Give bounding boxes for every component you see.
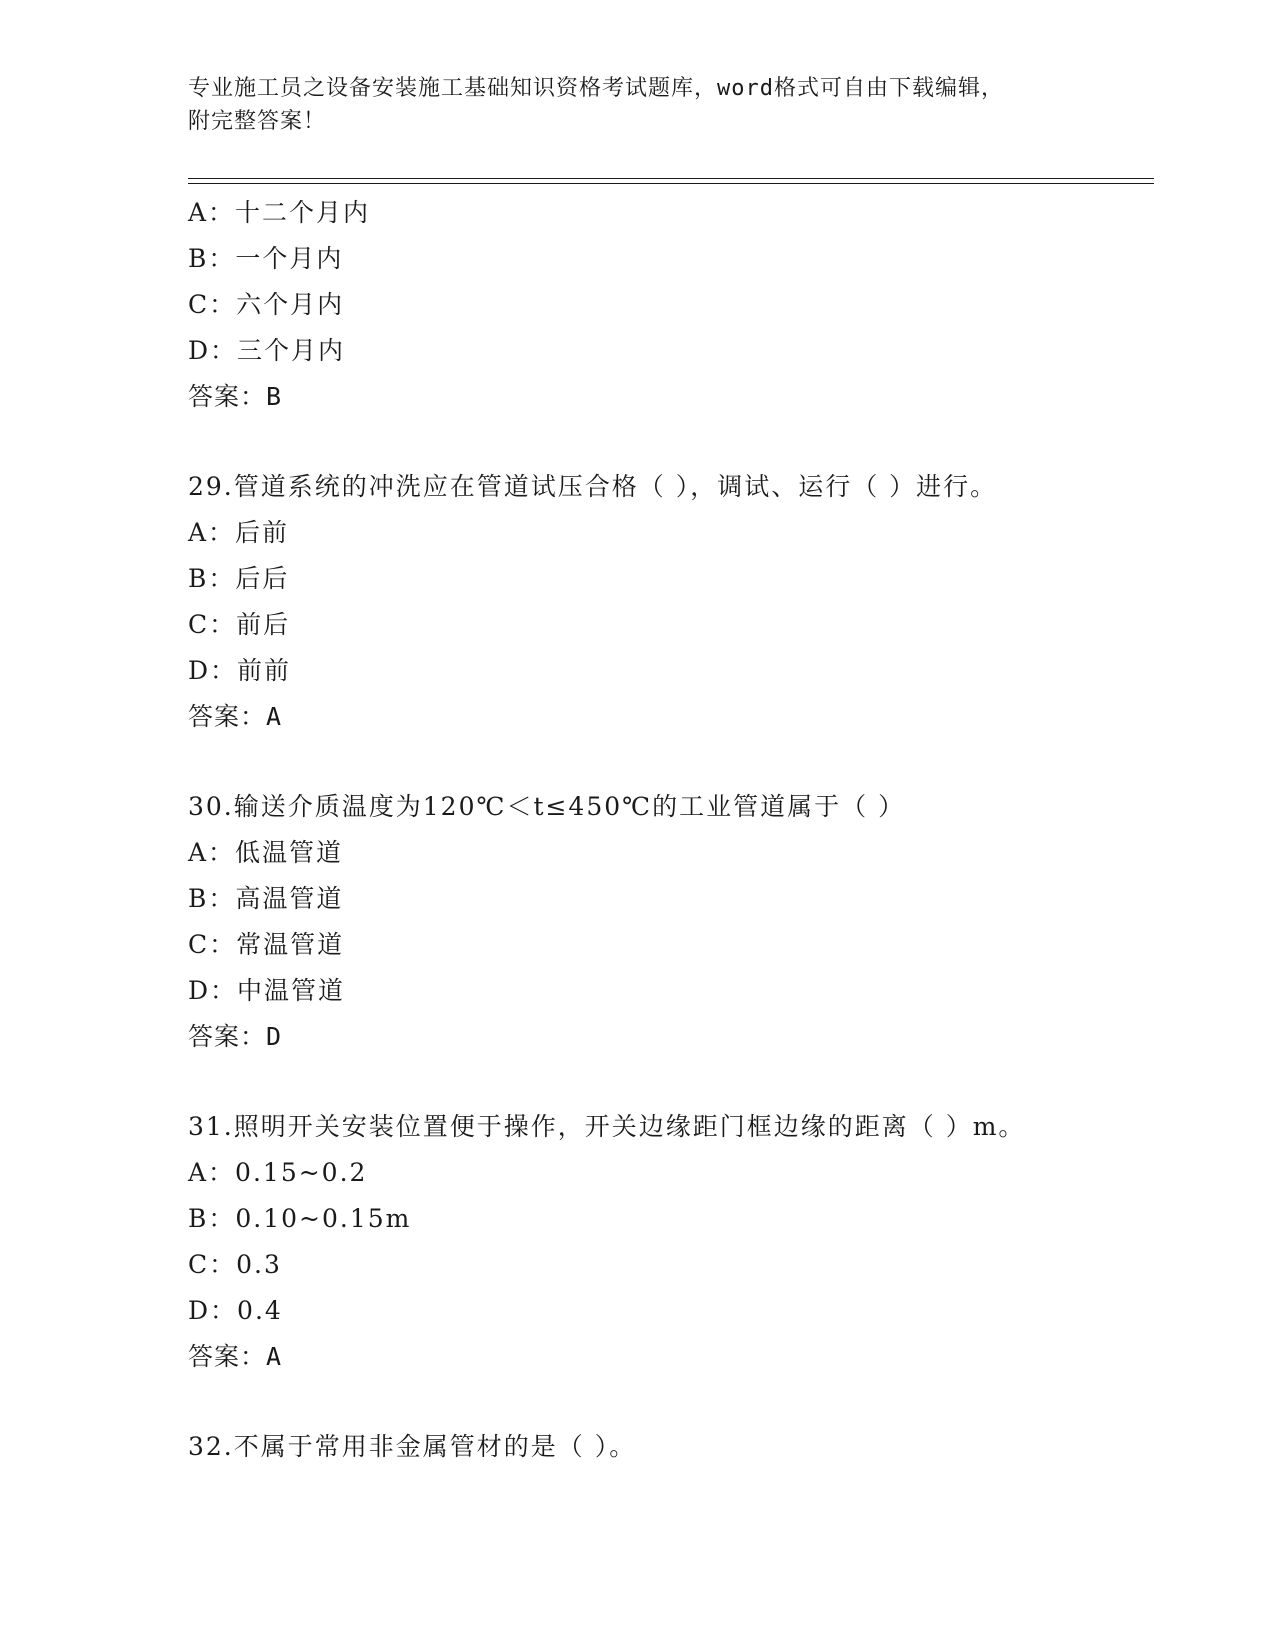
answer: 答案：A bbox=[188, 1342, 283, 1371]
question-stem: 29.管道系统的冲洗应在管道试压合格（ ），调试、运行（ ）进行。 bbox=[188, 472, 998, 501]
option-c: C：前后 bbox=[188, 610, 291, 639]
answer: 答案：B bbox=[188, 382, 283, 411]
question-stem: 32.不属于常用非金属管材的是（ ）。 bbox=[188, 1432, 637, 1461]
option-d: D：三个月内 bbox=[188, 336, 346, 365]
answer: 答案：A bbox=[188, 702, 283, 731]
header-divider-bottom bbox=[188, 183, 1154, 184]
option-b: B：高温管道 bbox=[188, 884, 344, 913]
option-c: C：六个月内 bbox=[188, 290, 345, 319]
option-d: D：前前 bbox=[188, 656, 292, 685]
answer: 答案：D bbox=[188, 1022, 283, 1051]
question-stem: 30.输送介质温度为120℃＜t≤450℃的工业管道属于（ ） bbox=[188, 792, 906, 821]
question-28-continued bbox=[188, 190, 1148, 420]
header-line-2: 附完整答案！ bbox=[188, 109, 327, 134]
option-b: B：后后 bbox=[188, 564, 290, 593]
option-a: A：0.15~0.2 bbox=[188, 1158, 368, 1187]
option-c: C：0.3 bbox=[188, 1250, 282, 1279]
question-29 bbox=[188, 464, 1148, 740]
option-b: B：一个月内 bbox=[188, 244, 344, 273]
question-stem: 31.照明开关安装位置便于操作，开关边缘距门框边缘的距离（ ）m。 bbox=[188, 1112, 1026, 1141]
option-b: B：0.10~0.15m bbox=[188, 1204, 412, 1233]
option-a: A：低温管道 bbox=[188, 838, 344, 867]
document-header bbox=[188, 72, 1088, 138]
option-d: D：中温管道 bbox=[188, 976, 346, 1005]
question-30 bbox=[188, 784, 1148, 1060]
question-32 bbox=[188, 1424, 1148, 1470]
option-a: A：后前 bbox=[188, 518, 290, 547]
question-list bbox=[188, 190, 1148, 1470]
header-divider-top bbox=[188, 178, 1154, 179]
option-c: C：常温管道 bbox=[188, 930, 345, 959]
header-line-1: 专业施工员之设备安装施工基础知识资格考试题库，word格式可自由下载编辑， bbox=[188, 76, 1004, 101]
option-a: A：十二个月内 bbox=[188, 198, 371, 227]
option-d: D：0.4 bbox=[188, 1296, 283, 1325]
question-31 bbox=[188, 1104, 1148, 1380]
